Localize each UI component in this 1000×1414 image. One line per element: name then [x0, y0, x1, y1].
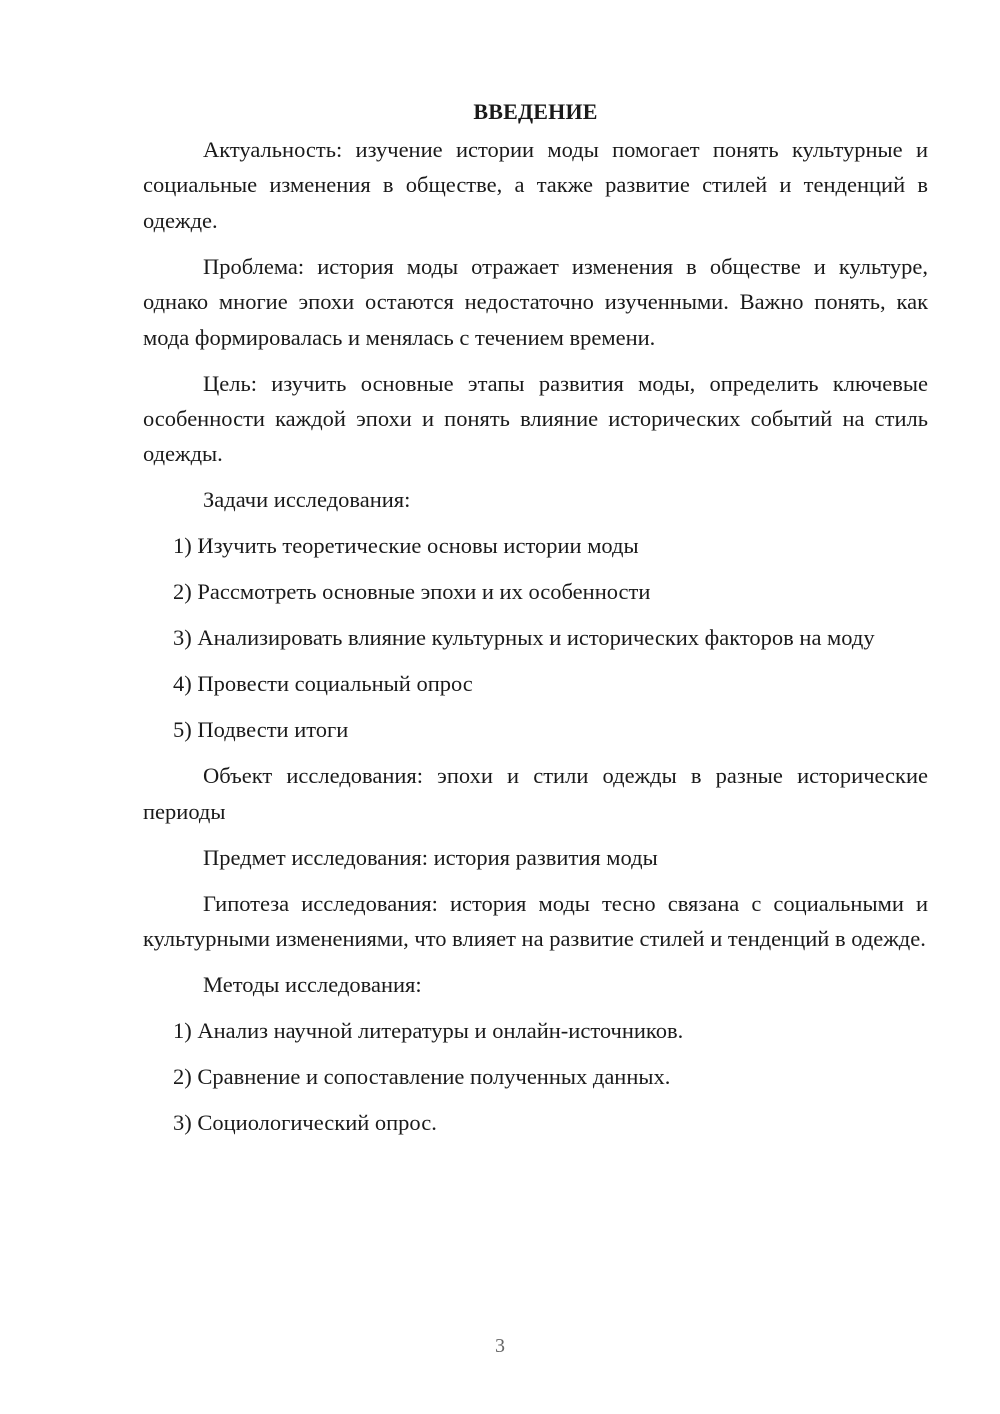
section-title: ВВЕДЕНИЕ: [473, 99, 598, 124]
problem-paragraph: Проблема: история моды отражает изменения в обществе и культуре, однако многие эпохи остаются недостаточно изученными. Важно понять, как мода формировалась и менялась с течением времени.: [143, 253, 928, 350]
task-item: 2) Рассмотреть основные эпохи и их особенности: [173, 579, 651, 605]
subject-paragraph: Предмет исследования: история развития моды: [203, 844, 658, 870]
methods-heading: Методы исследования:: [203, 972, 422, 998]
page-body: [143, 94, 928, 1151]
tasks-heading: Задачи исследования:: [203, 487, 411, 513]
relevance-paragraph: Актуальность: изучение истории моды помогает понять культурные и социальные изменения в обществе, а также развитие стилей и тенденций в одежде.: [143, 137, 928, 233]
method-item: 2) Сравнение и сопоставление полученных данных.: [173, 1064, 671, 1090]
task-item: 1) Изучить теоретические основы истории моды: [173, 533, 639, 559]
task-item: 4) Провести социальный опрос: [173, 671, 473, 697]
page-number: 3: [495, 1335, 505, 1357]
method-item: 1) Анализ научной литературы и онлайн-источников.: [173, 1018, 684, 1044]
goal-paragraph: Цель: изучить основные этапы развития моды, определить ключевые особенности каждой эпохи и понять влияние исторических событий на стиль одежды.: [143, 370, 928, 467]
object-paragraph: Объект исследования: эпохи и стили одежды в разные исторические периоды: [143, 763, 928, 824]
task-item: 5) Подвести итоги: [173, 717, 349, 743]
hypothesis-paragraph: Гипотеза исследования: история моды тесно связана с социальными и культурными изменениями, что влияет на развитие стилей и тенденций в одежде.: [143, 890, 928, 952]
method-item: 3) Социологический опрос.: [173, 1110, 437, 1136]
task-item: 3) Анализировать влияние культурных и исторических факторов на моду: [173, 625, 875, 651]
